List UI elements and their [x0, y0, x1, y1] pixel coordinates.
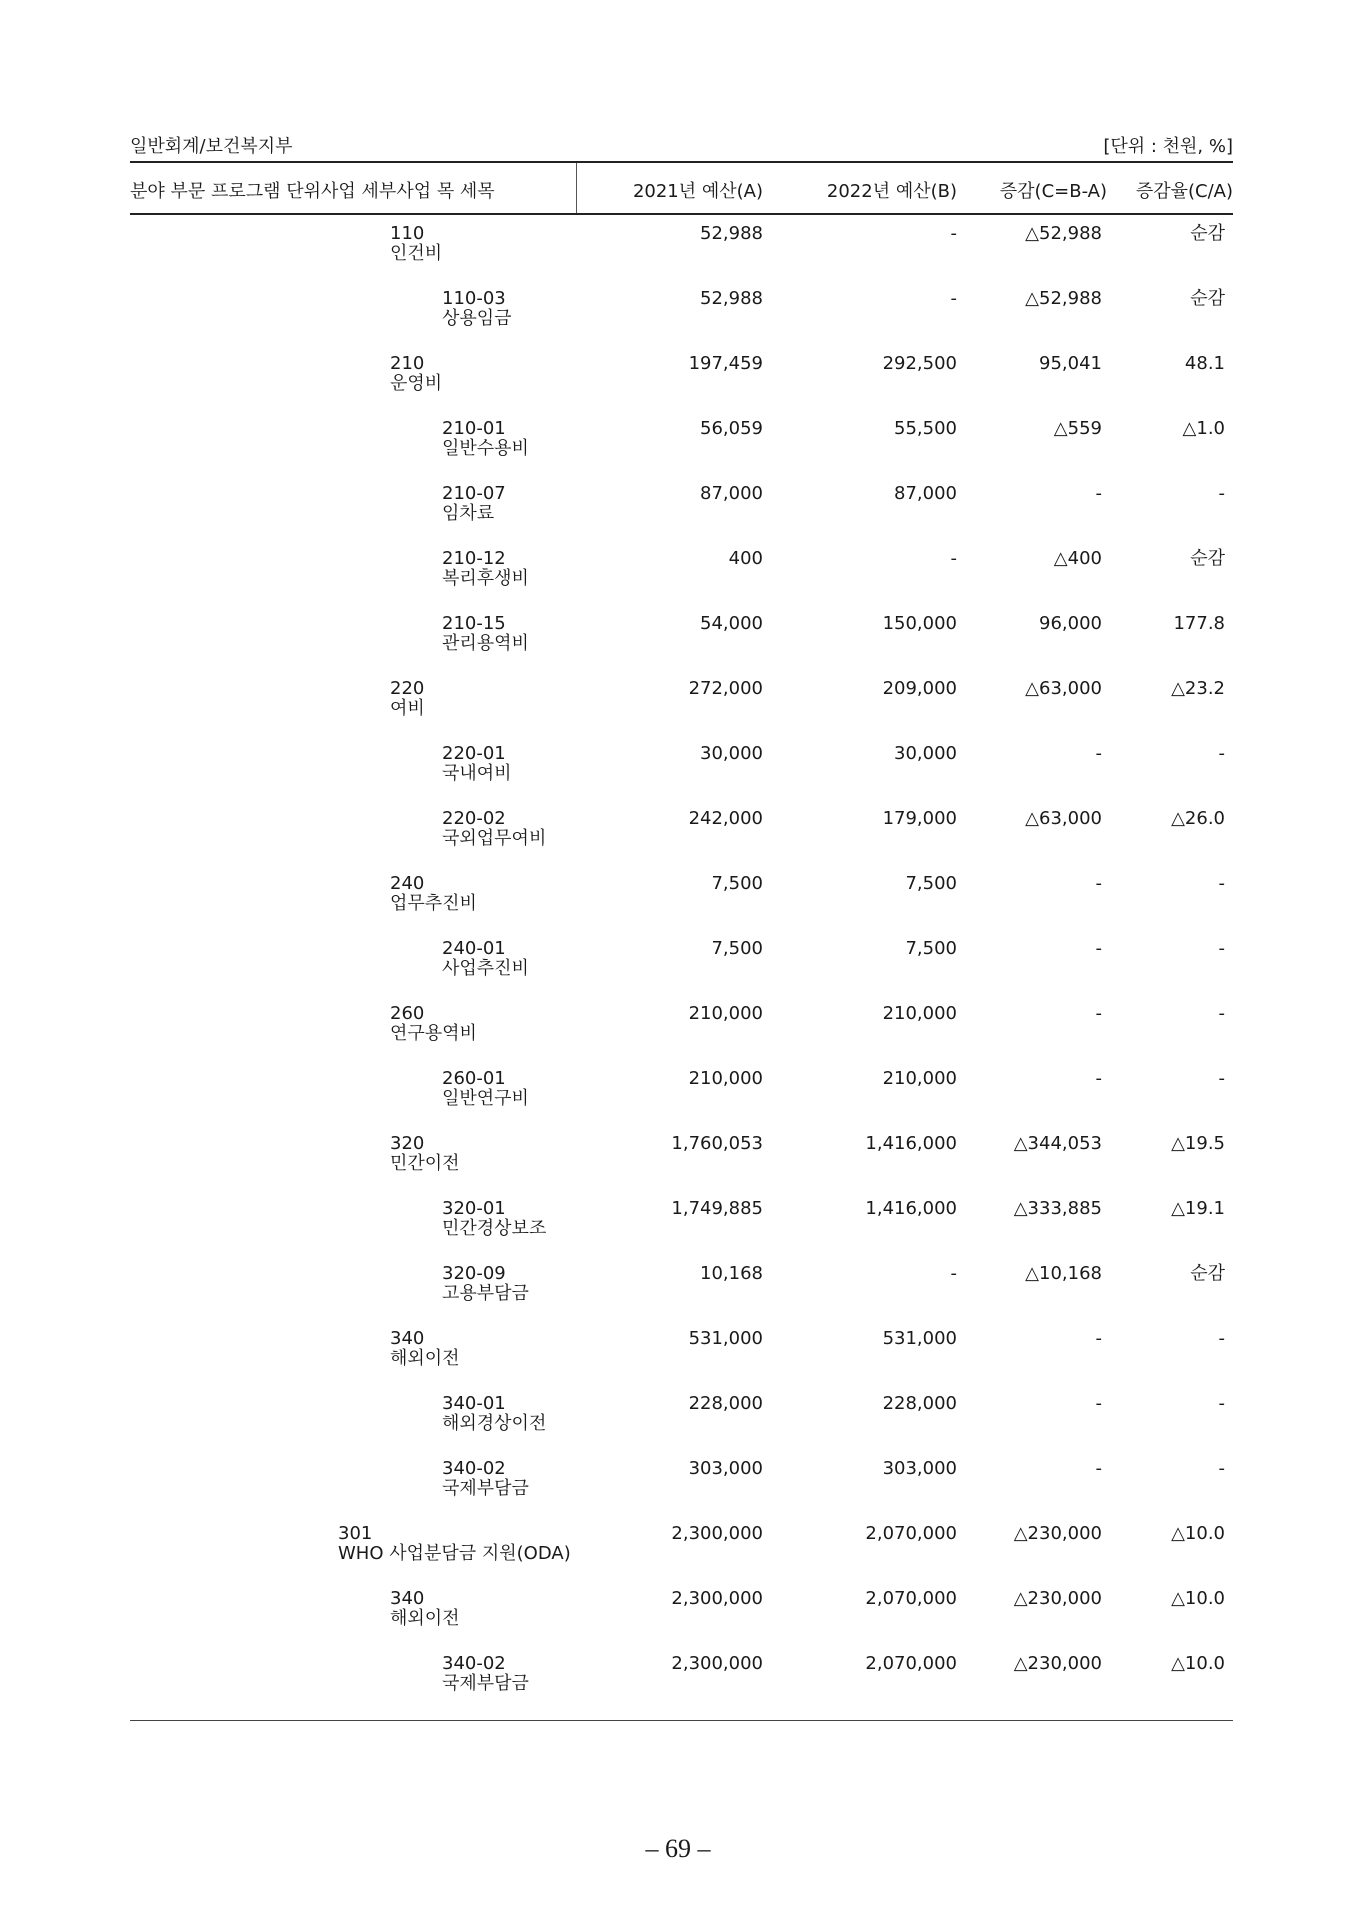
budget-code: 260-01 — [442, 1068, 506, 1089]
budget-2021-value: 7,500 — [711, 873, 763, 894]
table-row — [130, 549, 1233, 614]
change-value: - — [1095, 483, 1102, 504]
budget-code: 320 — [390, 1133, 425, 1154]
budget-2022-value: 210,000 — [882, 1068, 957, 1089]
table-body — [130, 224, 1233, 1719]
table-row — [130, 1329, 1233, 1394]
budget-2021-value: 210,000 — [688, 1003, 763, 1024]
budget-item-name: 국제부담금 — [442, 1478, 529, 1499]
table-row — [130, 484, 1233, 549]
change-rate-value: - — [1218, 1328, 1225, 1349]
table-row — [130, 1134, 1233, 1199]
change-rate-value: 48.1 — [1184, 353, 1225, 374]
budget-2022-value: 228,000 — [882, 1393, 957, 1414]
budget-code: 220-01 — [442, 743, 506, 764]
change-value: 96,000 — [1039, 613, 1102, 634]
header-structure: 분야 부문 프로그램 단위사업 세부사업 목 세목 — [130, 181, 495, 202]
budget-2021-value: 1,760,053 — [671, 1133, 763, 1154]
change-value: - — [1095, 1458, 1102, 1479]
budget-2021-value: 7,500 — [711, 938, 763, 959]
budget-2022-value: 7,500 — [905, 873, 957, 894]
budget-2022-value: 1,416,000 — [865, 1198, 957, 1219]
budget-2022-value: 55,500 — [894, 418, 957, 439]
table-header — [130, 163, 1233, 213]
budget-item-name: 인건비 — [390, 243, 443, 264]
change-rate-value: - — [1218, 1458, 1225, 1479]
budget-2021-value: 242,000 — [688, 808, 763, 829]
budget-2022-value: 30,000 — [894, 743, 957, 764]
table-row — [130, 419, 1233, 484]
budget-2021-value: 87,000 — [700, 483, 763, 504]
budget-2021-value: 10,168 — [700, 1263, 763, 1284]
budget-2022-value: 2,070,000 — [865, 1523, 957, 1544]
budget-2021-value: 228,000 — [688, 1393, 763, 1414]
budget-2021-value: 2,300,000 — [671, 1588, 763, 1609]
change-rate-value: △1.0 — [1182, 418, 1225, 439]
budget-code: 301 — [338, 1523, 373, 1544]
budget-2021-value: 303,000 — [688, 1458, 763, 1479]
change-value: △559 — [1053, 418, 1102, 439]
budget-code: 320-01 — [442, 1198, 506, 1219]
budget-item-name: 국외업무여비 — [442, 828, 547, 849]
change-value: - — [1095, 938, 1102, 959]
change-value: - — [1095, 1003, 1102, 1024]
budget-2021-value: 54,000 — [700, 613, 763, 634]
change-value: - — [1095, 1328, 1102, 1349]
budget-item-name: 고용부담금 — [442, 1283, 529, 1304]
budget-2021-value: 56,059 — [700, 418, 763, 439]
budget-2022-value: 292,500 — [882, 353, 957, 374]
table-row — [130, 1264, 1233, 1329]
change-value: △400 — [1053, 548, 1102, 569]
table-row — [130, 1199, 1233, 1264]
header-budget-2021: 2021년 예산(A) — [632, 181, 763, 202]
change-rate-value: - — [1218, 1068, 1225, 1089]
change-value: △52,988 — [1025, 288, 1102, 309]
change-rate-value: 순감 — [1190, 288, 1225, 309]
change-rate-value: △19.5 — [1171, 1133, 1225, 1154]
budget-item-name: 임차료 — [442, 503, 495, 524]
budget-2021-value: 210,000 — [688, 1068, 763, 1089]
budget-2022-value: 2,070,000 — [865, 1653, 957, 1674]
table-row — [130, 289, 1233, 354]
budget-2022-value: - — [950, 1263, 957, 1284]
change-value: - — [1095, 873, 1102, 894]
account-title: 일반회계/보건복지부 — [130, 136, 293, 157]
change-value: △333,885 — [1013, 1198, 1102, 1219]
budget-2022-value: 303,000 — [882, 1458, 957, 1479]
budget-item-name: 해외경상이전 — [442, 1413, 547, 1434]
change-value: △10,168 — [1025, 1263, 1102, 1284]
change-rate-value: - — [1218, 743, 1225, 764]
table-row — [130, 744, 1233, 809]
table-row — [130, 1459, 1233, 1524]
change-rate-value: 순감 — [1190, 223, 1225, 244]
change-rate-value: - — [1218, 873, 1225, 894]
change-value: △63,000 — [1025, 678, 1102, 699]
budget-item-name: 업무추진비 — [390, 893, 477, 914]
table-row — [130, 1589, 1233, 1654]
table-row — [130, 1524, 1233, 1589]
change-rate-value: △26.0 — [1171, 808, 1225, 829]
budget-item-name: 민간경상보조 — [442, 1218, 547, 1239]
table-row — [130, 224, 1233, 289]
budget-2022-value: 1,416,000 — [865, 1133, 957, 1154]
change-value: △344,053 — [1013, 1133, 1102, 1154]
budget-2022-value: 7,500 — [905, 938, 957, 959]
table-row — [130, 874, 1233, 939]
budget-2021-value: 2,300,000 — [671, 1523, 763, 1544]
budget-item-name: 민간이전 — [390, 1153, 460, 1174]
change-rate-value: △10.0 — [1171, 1523, 1225, 1544]
table-row — [130, 939, 1233, 1004]
budget-item-name: 여비 — [390, 698, 425, 719]
budget-2022-value: 87,000 — [894, 483, 957, 504]
budget-item-name: 일반연구비 — [442, 1088, 529, 1109]
budget-item-name: 해외이전 — [390, 1608, 460, 1629]
change-value: - — [1095, 743, 1102, 764]
table-row — [130, 614, 1233, 679]
table-row — [130, 354, 1233, 419]
change-rate-value: △23.2 — [1171, 678, 1225, 699]
budget-item-name: 국내여비 — [442, 763, 512, 784]
budget-code: 110 — [390, 223, 425, 244]
table-row — [130, 1394, 1233, 1459]
budget-2021-value: 197,459 — [688, 353, 763, 374]
budget-2022-value: 209,000 — [882, 678, 957, 699]
change-rate-value: - — [1218, 1003, 1225, 1024]
budget-2022-value: - — [950, 288, 957, 309]
change-value: - — [1095, 1068, 1102, 1089]
budget-2022-value: 179,000 — [882, 808, 957, 829]
budget-code: 320-09 — [442, 1263, 506, 1284]
budget-code: 210-01 — [442, 418, 506, 439]
budget-2022-value: 2,070,000 — [865, 1588, 957, 1609]
budget-item-name: 해외이전 — [390, 1348, 460, 1369]
change-value: △230,000 — [1013, 1653, 1102, 1674]
table-bottom-rule — [130, 1720, 1233, 1721]
budget-item-name: 일반수용비 — [442, 438, 529, 459]
change-rate-value: - — [1218, 938, 1225, 959]
table-row — [130, 1654, 1233, 1719]
change-rate-value: △10.0 — [1171, 1588, 1225, 1609]
budget-item-name: 관리용역비 — [442, 633, 529, 654]
change-rate-value: - — [1218, 483, 1225, 504]
budget-2021-value: 531,000 — [688, 1328, 763, 1349]
change-rate-value: - — [1218, 1393, 1225, 1414]
header-change-rate: 증감율(C/A) — [1135, 181, 1233, 202]
budget-code: 110-03 — [442, 288, 506, 309]
table-row — [130, 809, 1233, 874]
budget-code: 210-07 — [442, 483, 506, 504]
budget-2021-value: 1,749,885 — [671, 1198, 763, 1219]
budget-item-name: 국제부담금 — [442, 1673, 529, 1694]
header-divider — [576, 163, 577, 213]
budget-code: 340-02 — [442, 1458, 506, 1479]
header-change: 증감(C=B-A) — [999, 181, 1107, 202]
budget-2022-value: - — [950, 223, 957, 244]
budget-2021-value: 52,988 — [700, 288, 763, 309]
budget-code: 340 — [390, 1588, 425, 1609]
table-row — [130, 1004, 1233, 1069]
table-row — [130, 679, 1233, 744]
change-value: △230,000 — [1013, 1588, 1102, 1609]
change-value: 95,041 — [1039, 353, 1102, 374]
budget-code: 220-02 — [442, 808, 506, 829]
change-rate-value: 순감 — [1190, 1263, 1225, 1284]
budget-item-name: 운영비 — [390, 373, 443, 394]
budget-code: 210 — [390, 353, 425, 374]
budget-code: 340-01 — [442, 1393, 506, 1414]
change-value: △52,988 — [1025, 223, 1102, 244]
change-value: △230,000 — [1013, 1523, 1102, 1544]
table-header-rule — [130, 213, 1233, 215]
budget-2022-value: 531,000 — [882, 1328, 957, 1349]
budget-code: 340-02 — [442, 1653, 506, 1674]
header-budget-2022: 2022년 예산(B) — [826, 181, 957, 202]
budget-item-name: 복리후생비 — [442, 568, 529, 589]
budget-item-name: 상용임금 — [442, 308, 512, 329]
budget-2022-value: 150,000 — [882, 613, 957, 634]
budget-code: 210-15 — [442, 613, 506, 634]
budget-item-name: 연구용역비 — [390, 1023, 477, 1044]
budget-2022-value: - — [950, 548, 957, 569]
page-number: – 69 – — [645, 1834, 711, 1863]
change-value: - — [1095, 1393, 1102, 1414]
budget-code: 240 — [390, 873, 425, 894]
budget-item-name: 사업추진비 — [442, 958, 529, 979]
budget-2021-value: 272,000 — [688, 678, 763, 699]
budget-code: 260 — [390, 1003, 425, 1024]
budget-code: 340 — [390, 1328, 425, 1349]
change-rate-value: 순감 — [1190, 548, 1225, 569]
unit-label: [단위 : 천원, %] — [1103, 136, 1233, 157]
change-rate-value: △19.1 — [1171, 1198, 1225, 1219]
budget-2021-value: 2,300,000 — [671, 1653, 763, 1674]
change-rate-value: 177.8 — [1173, 613, 1225, 634]
change-value: △63,000 — [1025, 808, 1102, 829]
budget-item-name: WHO 사업분담금 지원(ODA) — [338, 1543, 571, 1564]
table-row — [130, 1069, 1233, 1134]
budget-code: 220 — [390, 678, 425, 699]
budget-code: 240-01 — [442, 938, 506, 959]
budget-2021-value: 30,000 — [700, 743, 763, 764]
budget-2021-value: 400 — [728, 548, 763, 569]
budget-2021-value: 52,988 — [700, 223, 763, 244]
budget-code: 210-12 — [442, 548, 506, 569]
budget-2022-value: 210,000 — [882, 1003, 957, 1024]
change-rate-value: △10.0 — [1171, 1653, 1225, 1674]
